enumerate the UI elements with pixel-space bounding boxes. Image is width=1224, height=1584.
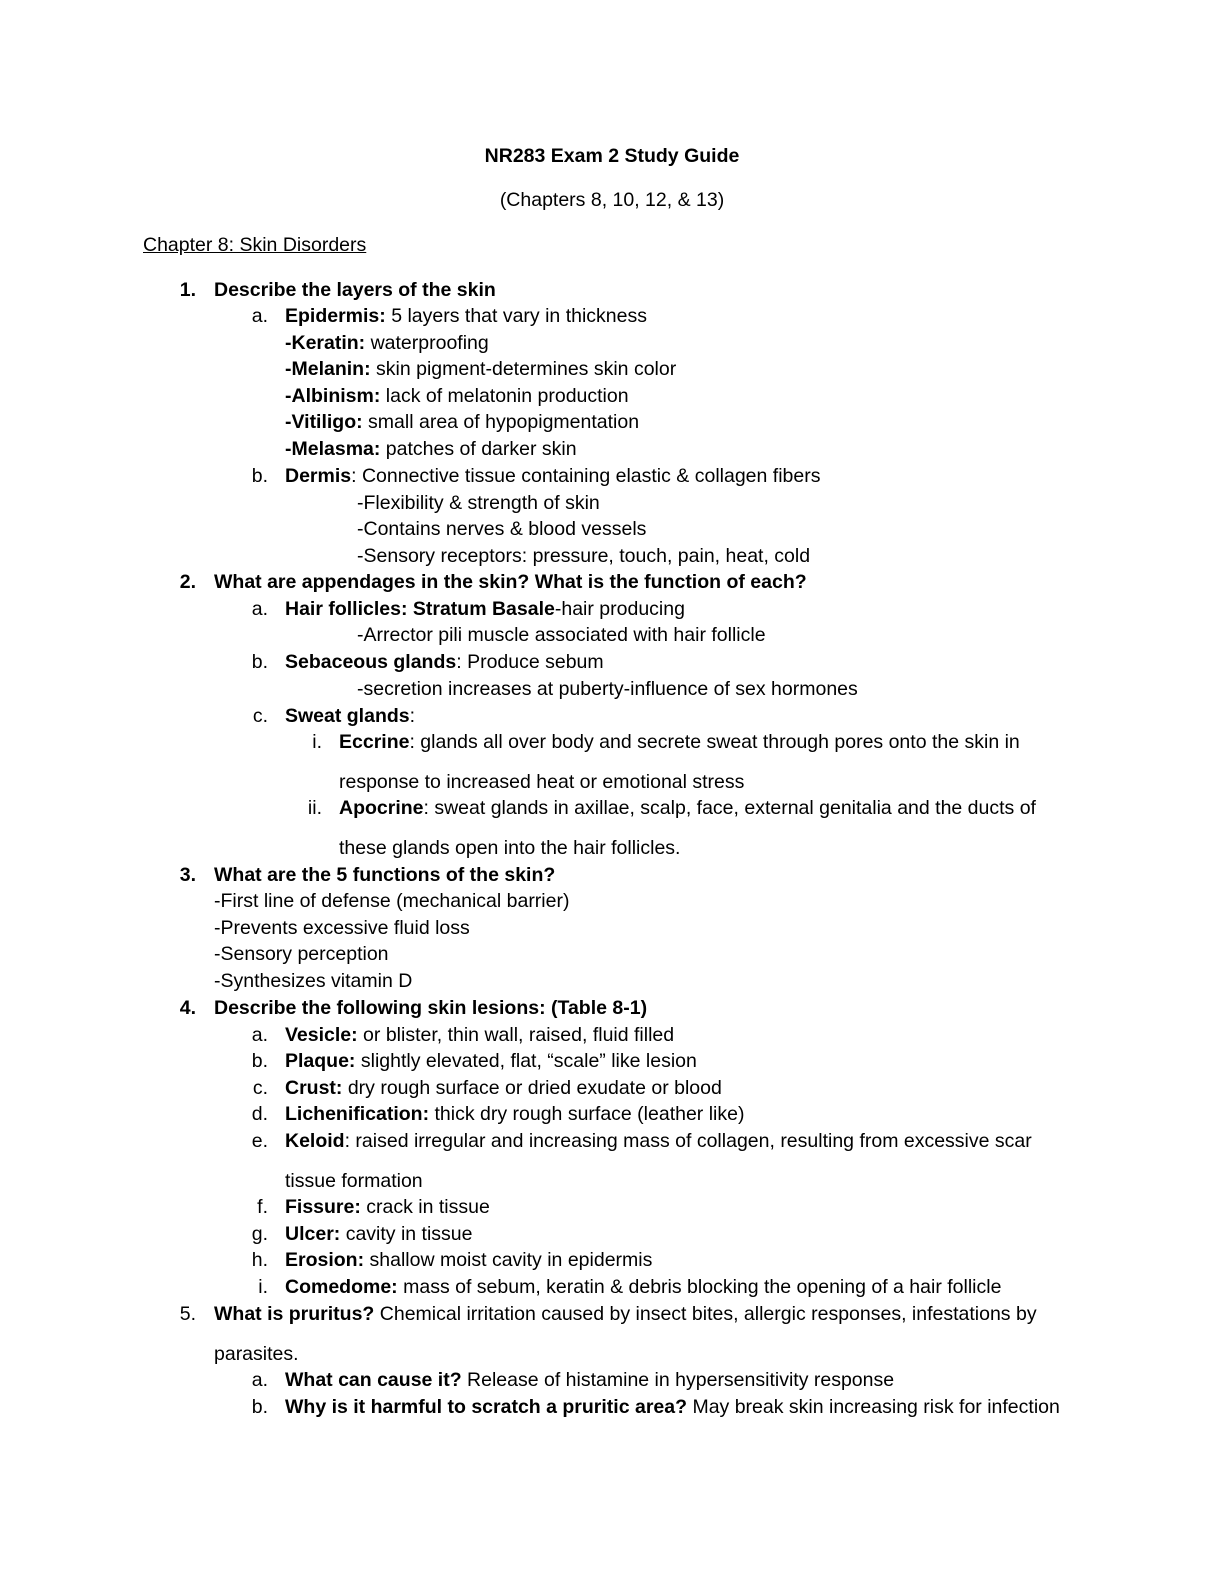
chapter-heading: Chapter 8: Skin Disorders	[143, 234, 367, 256]
q5-b-term: Why is it harmful to scratch a pruritic area?	[285, 1396, 688, 1418]
q5-line	[214, 1301, 1037, 1327]
lesion-item	[285, 1247, 652, 1273]
q2-b-line	[285, 649, 604, 675]
q1-b-marker: b.	[251, 465, 268, 487]
lesion-item	[285, 1221, 473, 1247]
q2-cii-cont: these glands open into the hair follicles.	[339, 837, 681, 859]
q4-question: Describe the following skin lesions: (Table 8-1)	[214, 997, 648, 1019]
page-title: NR283 Exam 2 Study Guide	[484, 145, 740, 167]
epi-term: -Keratin:	[285, 332, 366, 354]
q2-ci-cont: response to increased heat or emotional stress	[339, 771, 745, 793]
lesion-text: crack in tissue	[360, 1196, 490, 1218]
epi-term: -Melanin:	[285, 358, 371, 380]
lesion-term: Comedome:	[285, 1276, 398, 1298]
dermis-item: -Flexibility & strength of skin	[357, 492, 600, 514]
q2-a-line	[285, 596, 685, 622]
q5-a-line	[285, 1367, 894, 1393]
q3-number: 3.	[179, 864, 196, 886]
q5-text: Chemical irritation caused by insect bites, allergic responses, infestations by	[374, 1303, 1037, 1325]
lesion-text: or blister, thin wall, raised, fluid filled	[357, 1024, 675, 1046]
lesion-text: mass of sebum, keratin & debris blocking the opening of a hair follicle	[397, 1276, 1002, 1298]
q5-question: What is pruritus?	[214, 1303, 375, 1325]
lesion-term: Erosion:	[285, 1249, 365, 1271]
q1-b-text: : Connective tissue containing elastic & collagen fibers	[351, 465, 821, 487]
epi-term: -Melasma:	[285, 438, 381, 460]
dermis-item: -Sensory receptors: pressure, touch, pain, heat, cold	[357, 545, 811, 567]
q5-b-text: May break skin increasing risk for infection	[687, 1396, 1060, 1418]
q3-item: -Synthesizes vitamin D	[214, 970, 413, 992]
lesion-item	[285, 1128, 1032, 1154]
q5-a-text: Release of histamine in hypersensitivity response	[461, 1369, 895, 1391]
q1-a-line	[285, 303, 647, 329]
lesion-item	[285, 1274, 1001, 1300]
epi-term: -Albinism:	[285, 385, 381, 407]
q2-cii-marker: ii.	[307, 797, 322, 819]
q5-cont: parasites.	[214, 1343, 299, 1365]
lesion-marker: b.	[251, 1050, 268, 1072]
q1-a-marker: a.	[251, 305, 268, 327]
q2-a-sub: -Arrector pili muscle associated with hair follicle	[357, 624, 766, 646]
q5-b-line	[285, 1394, 1060, 1420]
q2-a-marker: a.	[251, 598, 268, 620]
lesion-marker: a.	[251, 1024, 268, 1046]
epi-text: patches of darker skin	[380, 438, 577, 460]
q3-item: -Prevents excessive fluid loss	[214, 917, 470, 939]
lesion-text: thick dry rough surface (leather like)	[429, 1103, 745, 1125]
lesion-term: Plaque:	[285, 1050, 356, 1072]
q1-b-term: Dermis	[285, 465, 352, 487]
lesion-marker: i.	[258, 1276, 268, 1298]
lesion-term: Keloid	[285, 1130, 345, 1152]
q5-b-marker: b.	[251, 1396, 268, 1418]
q2-c-line	[285, 703, 415, 729]
lesion-text: dry rough surface or dried exudate or blood	[342, 1077, 722, 1099]
lesion-item	[285, 1194, 490, 1220]
q2-b-marker: b.	[251, 651, 268, 673]
lesion-marker: h.	[251, 1249, 268, 1271]
lesion-item	[285, 1048, 697, 1074]
lesion-text: shallow moist cavity in epidermis	[364, 1249, 653, 1271]
q2-c-term: Sweat glands	[285, 705, 410, 727]
q1-a-text: 5 layers that vary in thickness	[385, 305, 647, 327]
lesion-marker: e.	[251, 1130, 268, 1152]
q3-item: -First line of defense (mechanical barrier)	[214, 890, 570, 912]
epi-item	[285, 409, 639, 435]
q5-a-marker: a.	[251, 1369, 268, 1391]
q2-b-sub: -secretion increases at puberty-influence of sex hormones	[357, 678, 858, 700]
q5-a-term: What can cause it?	[285, 1369, 462, 1391]
page-subtitle: (Chapters 8, 10, 12, & 13)	[499, 189, 725, 211]
lesion-term: Crust:	[285, 1077, 343, 1099]
q2-b-text: : Produce sebum	[456, 651, 604, 673]
q2-cii-term: Apocrine	[339, 797, 424, 819]
q2-ci-line	[339, 729, 1020, 755]
q2-number: 2.	[179, 571, 196, 593]
lesion-marker: g.	[251, 1223, 268, 1245]
lesion-item	[285, 1101, 744, 1127]
epi-item	[285, 356, 676, 382]
epi-text: skin pigment-determines skin color	[370, 358, 677, 380]
q2-ci-marker: i.	[312, 731, 322, 753]
q2-ci-term: Eccrine	[339, 731, 410, 753]
dermis-item: -Contains nerves & blood vessels	[357, 518, 647, 540]
epi-term: -Vitiligo:	[285, 411, 363, 433]
lesion-item	[285, 1075, 722, 1101]
lesion-term: Fissure:	[285, 1196, 361, 1218]
q3-item: -Sensory perception	[214, 943, 389, 965]
q2-cii-text: : sweat glands in axillae, scalp, face, external genitalia and the ducts of	[423, 797, 1036, 819]
lesion-keloid-cont: tissue formation	[285, 1170, 423, 1192]
q2-c-text: :	[409, 705, 416, 727]
epi-text: lack of melatonin production	[380, 385, 629, 407]
lesion-text: slightly elevated, flat, “scale” like lesion	[355, 1050, 697, 1072]
q2-cii-line	[339, 795, 1036, 821]
lesion-term: Ulcer:	[285, 1223, 341, 1245]
lesion-text: cavity in tissue	[340, 1223, 473, 1245]
q4-number: 4.	[179, 997, 196, 1019]
lesion-term: Vesicle:	[285, 1024, 358, 1046]
lesion-item	[285, 1022, 674, 1048]
lesion-marker: c.	[252, 1077, 268, 1099]
q5-number: 5.	[179, 1303, 196, 1325]
q1-b-line	[285, 463, 820, 489]
q2-a-text: -hair producing	[554, 598, 685, 620]
epi-item	[285, 383, 629, 409]
lesion-marker: f.	[257, 1196, 268, 1218]
q1-number: 1.	[179, 279, 196, 301]
q2-ci-text: : glands all over body and secrete sweat through pores onto the skin in	[409, 731, 1020, 753]
q2-b-term: Sebaceous glands	[285, 651, 457, 673]
epi-item	[285, 436, 577, 462]
q2-a-term: Hair follicles: Stratum Basale	[285, 598, 555, 620]
q3-question: What are the 5 functions of the skin?	[214, 864, 556, 886]
q1-question: Describe the layers of the skin	[214, 279, 496, 301]
q1-a-term: Epidermis:	[285, 305, 386, 327]
epi-item	[285, 330, 489, 356]
epi-text: waterproofing	[365, 332, 489, 354]
q2-c-marker: c.	[252, 705, 268, 727]
lesion-text: : raised irregular and increasing mass of collagen, resulting from excessive scar	[344, 1130, 1032, 1152]
lesion-term: Lichenification:	[285, 1103, 430, 1125]
lesion-marker: d.	[251, 1103, 268, 1125]
epi-text: small area of hypopigmentation	[362, 411, 640, 433]
q2-question: What are appendages in the skin? What is the function of each?	[214, 571, 807, 593]
